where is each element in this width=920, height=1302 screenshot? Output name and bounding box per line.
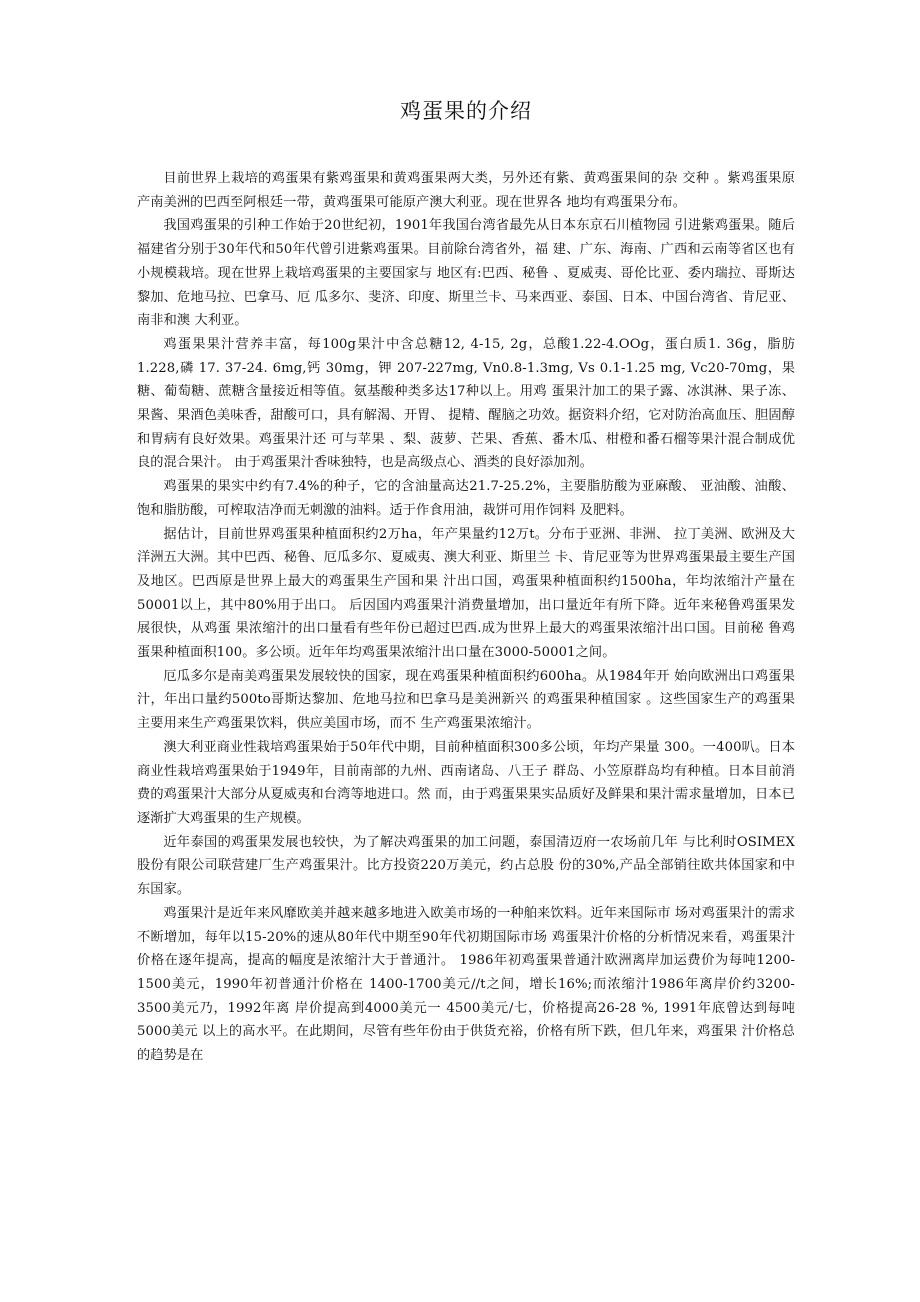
paragraph-australia-japan: 澳大利亚商业性栽培鸡蛋果始于50年代中期，目前种植面积300多公顷，年均产果量 300。一400叭。日本商业性栽培鸡蛋果始于1949年，目前南部的九州、西南诸岛、八王子 群岛、小笠原群岛均有种植。日本目前消费的鸡蛋果汁大部分从夏威夷和台湾等地进口。然 而，由于鸡蛋果果实品质好及鲜果和果汁需求量增加，日本已逐渐扩大鸡蛋果的生产规模。 <box>137 739 795 826</box>
paragraph-world-production: 据估计，目前世界鸡蛋果种植面积约2万ha，年产果量约12万t。分布于亚洲、非洲、 拉丁美洲、欧洲及大洋洲五大洲。其中巴西、秘鲁、厄瓜多尔、夏威夷、澳大利亚、斯里兰 卡、肯尼亚等为世界鸡蛋果最主要生产国及地区。巴西原是世界上最大的鸡蛋果生产国和果 汁出口国，鸡蛋果种植面积约1500ha，年均浓缩汁产量在50001以上，其中80%用于出口。 后因国内鸡蛋果汁消费量增加，出口量近年有所下降。近年来秘鲁鸡蛋果发展很快，从鸡蛋 果浓缩汁的出口量看有些年份已超过巴西.成为世界上最大的鸡蛋果浓缩汁出口国。目前秘 鲁鸡蛋果种植面积100。多公顷。近年年均鸡蛋果浓缩汁出口量在3000-50001之间。 <box>137 526 795 661</box>
paragraph-thailand: 近年泰国的鸡蛋果发展也较快，为了解决鸡蛋果的加工问题，泰国清迈府一农场前几年 与比利时OSIMEX股份有限公司联营建厂生产鸡蛋果汁。比方投资220万美元，约占总股 份的30%,产品全部销往欧共体国家和中东国家。 <box>137 834 795 898</box>
document-title: 鸡蛋果的介绍 <box>400 99 532 123</box>
paragraph-origin: 目前世界上栽培的鸡蛋果有紫鸡蛋果和黄鸡蛋果两大类，另外还有紫、黄鸡蛋果间的杂 交种 。紫鸡蛋果原产南美洲的巴西至阿根廷一带，黄鸡蛋果可能原产澳大利亚。现在世界各 地均有鸡蛋果分布。 <box>137 171 795 210</box>
paragraph-nutrition: 鸡蛋果果汁营养丰富，每100g果汁中含总糖12, 4-15, 2g，总酸1.22-4.OOg，蛋白质1. 36g，脂肪 1.228,磷 17. 37-24. 6mg,钙 30mg，钾 207-227mg, Vn0.8-1.3mg, Vs 0.1-1.25 mg, Vc20-70mg，果糖、葡萄糖、蔗糖含量接近相等值。氨基酸种类多达17种以上。用鸡 蛋果汁加工的果子露、冰淇淋、果子冻、果酱、果酒色美味香，甜酸可口，具有解渴、开胃、 提精、醒脑之功效。据资料介绍，它对防治高血压、胆固醇和胃病有良好效果。鸡蛋果汁还 可与苹果 、梨、菠萝、芒果、香蕉、番木瓜、柑橙和番石榴等果汁混合制成优良的混合果汁。 由于鸡蛋果汁香味独特，也是高级点心、酒类的良好添加剂。 <box>137 336 795 471</box>
paragraph-market-price: 鸡蛋果汁是近年来风靡欧美并越来越多地进入欧美市场的一种舶来饮料。近年来国际市 场对鸡蛋果汁的需求不断增加，每年以15-20%的速从80年代中期至90年代初期国际市场 鸡蛋果汁价格的分析情况来看，鸡蛋果汁价格在逐年提高，提高的幅度是浓缩汁大于普通汁。 1986年初鸡蛋果普通汁欧洲离岸加运费价为每吨1200-1500美元，1990年初普通汁价格在 1400-1700美元//t之间，增长16%;而浓缩汁1986年离岸价约3200-3500美元乃，1992年离 岸价提高到4000美元一 4500美元/七，价格提高26-28 %, 1991年底曾达到每吨5000美元 以上的高水平。在此期间，尽管有些年份由于供货充裕，价格有所下跌，但几年来，鸡蛋果 汁价格总的趋势是在 <box>137 905 795 1064</box>
paragraph-seed-oil: 鸡蛋果的果实中约有7.4%的种子，它的含油量高达21.7-25.2%，主要脂肪酸为亚麻酸、 亚油酸、油酸、饱和脂肪酸，可榨取洁净而无刺激的油料。适于作食用油，裁饼可用作饲料 及肥料。 <box>137 479 795 518</box>
paragraph-introduction-china: 我国鸡蛋果的引种工作始于20世纪初，1901年我国台湾省最先从日本东京石川植物园 引进紫鸡蛋果。随后福建省分别于30年代和50年代曾引进紫鸡蛋果。目前除台湾省外，福 建、广东、海南、广西和云南等省区也有小规模栽培。现在世界上栽培鸡蛋果的主要国家与 地区有:巴西、秘鲁 、夏威夷、哥伦比亚、委内瑞拉、哥斯达黎加、危地马拉、巴拿马、厄 瓜多尔、斐济、印度、斯里兰卡、马来西亚、泰国、日本、中国台湾省、肯尼亚、南非和澳 大利亚。 <box>137 218 795 329</box>
document-body <box>137 167 795 1068</box>
paragraph-ecuador: 厄瓜多尔是南美鸡蛋果发展较快的国家，现在鸡蛋果种植面积约600ha。从1984年开 始向欧洲出口鸡蛋果汁，年出口量约500to哥斯达黎加、危地马拉和巴拿马是美洲新兴 的鸡蛋果种植国家 。这些国家生产的鸡蛋果主要用来生产鸡蛋果饮料，供应美国市场，而不 生产鸡蛋果浓缩汁。 <box>137 668 795 732</box>
